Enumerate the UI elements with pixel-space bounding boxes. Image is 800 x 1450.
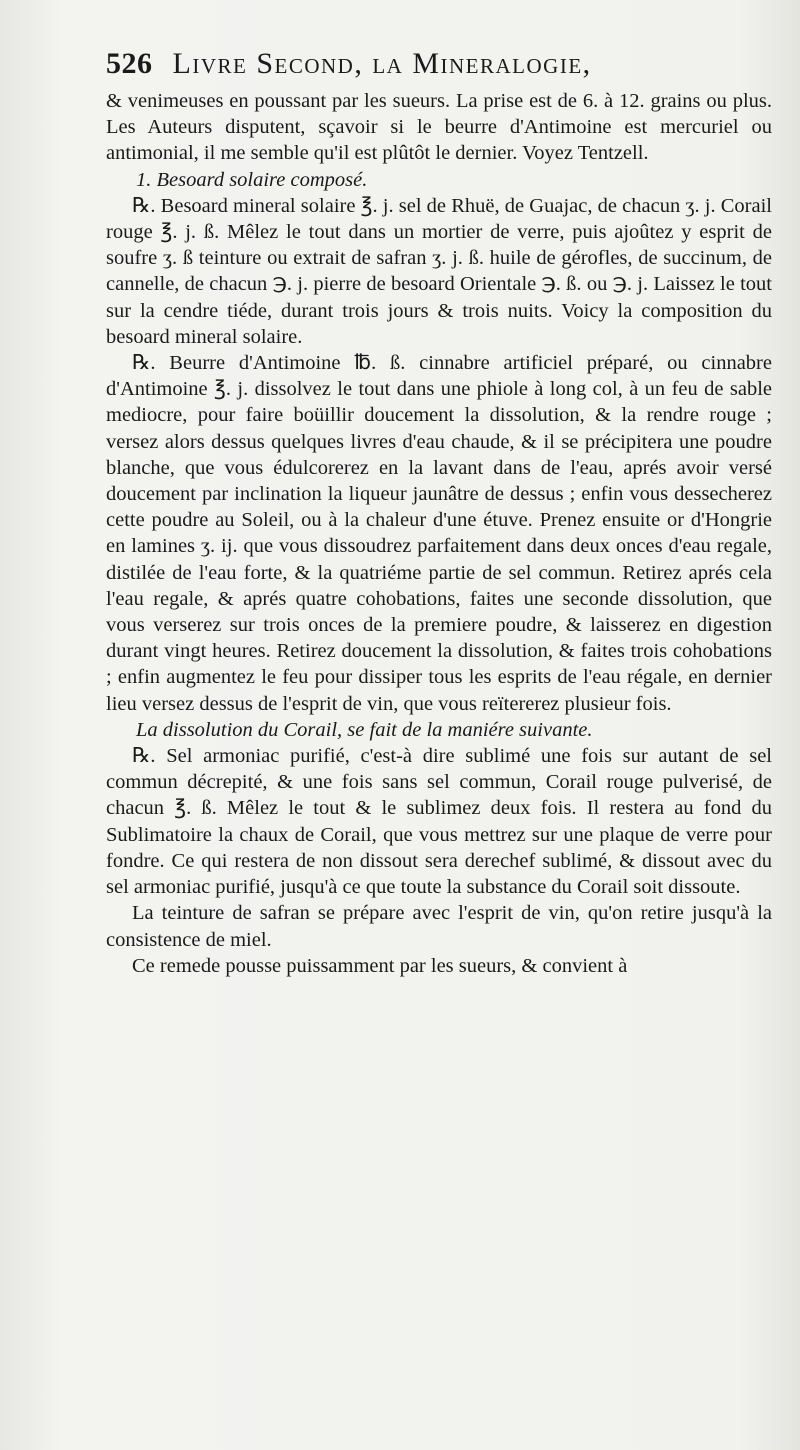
section-heading-corail: La dissolution du Corail, se fait de la maniére suivante. [136, 718, 593, 741]
recipe-besoard: ℞. Besoard mineral solaire ℥. j. sel de Rhuë, de Guajac, de chacun ʒ. j. Corail rouge ℥. j. ß. Mêlez le tout dans un mortier de verre, puis ajoûtez y esprit de soufre ʒ. ß teinture ou extrait de safran ʒ. j. ß. huile de gérofles, de succinum, de cannelle, de chacun ℈. j. pierre de besoard Orientale ℈. ß. ou ℈. j. Laissez le tout sur la cendre tiéde, durant trois jours & trois nuits. Voicy la composition du besoard mineral solaire. [106, 194, 772, 348]
paragraph-continuation: & venimeuses en poussant par les sueurs. La prise est de 6. à 12. grains ou plus. Les Auteurs disputent, sçavoir si le beurre d'Antimoine est mercuriel ou antimonial, il me semble qu'il est plûtôt le dernier. Voyez Tentzell. [106, 90, 772, 165]
recipe-corail: ℞. Sel armoniac purifié, c'est-à dire sublimé une fois sur autant de sel commun décrepité, & une fois sans sel commun, Corail rouge pulverisé, de chacun ℥. ß. Mêlez le tout & le sublimez deux fois. Il restera au fond du Sublimatoire la chaux de Corail, que vous mettrez sur une plaque de verre pour fondre. Ce qui restera de non dissout sera derechef sublimé, & dissout avec du sel armoniac purifié, jusqu'à ce que toute la substance du Corail soit dissoute. [106, 745, 772, 899]
body-text [106, 88, 772, 979]
page-title: Livre Second, la Mineralogie, [172, 47, 592, 80]
running-head [106, 44, 772, 88]
recipe-beurre-antimoine: ℞. Beurre d'Antimoine ℔. ß. cinnabre artificiel préparé, ou cinnabre d'Antimoine ℥. j. dissolvez le tout dans une phiole à long col, à un feu de sable mediocre, pour faire boüillir doucement la dissolution, & la rendre rouge ; versez alors dessus quelques livres d'eau chaude, & il se précipitera une poudre blanche, que vous édulcorerez en la lavant dans de l'eau, aprés avoir versé doucement par inclination la liqueur jaunâtre de dessus ; enfin vous dessecherez cette poudre au Soleil, ou à la chaleur d'une étuve. Prenez ensuite or d'Hongrie en lamines ʒ. ij. que vous dissoudrez parfaitement dans deux onces d'eau regale, distilée de l'eau forte, & la quatriéme partie de sel commun. Retirez aprés cela l'eau regale, & aprés quatre cohobations, faites une seconde dissolution, que vous verserez sur trois onces de la premiere poudre, & laisserez en digestion durant vingt heures. Retirez doucement la dissolution, & faites trois cohobations ; enfin augmentez le feu pour dissiper tous les esprits de l'eau régale, en dernier lieu versez dessus de l'esprit de vin, que vous reïtererez plusieur fois. [106, 352, 772, 715]
page-number: 526 [106, 47, 153, 80]
paragraph-remede: Ce remede pousse puissamment par les sueurs, & convient à [132, 954, 628, 977]
section-heading-besoard: 1. Besoard solaire composé. [136, 168, 368, 191]
paragraph-safran: La teinture de safran se prépare avec l'esprit de vin, qu'on retire jusqu'à la consistence de miel. [106, 902, 772, 951]
